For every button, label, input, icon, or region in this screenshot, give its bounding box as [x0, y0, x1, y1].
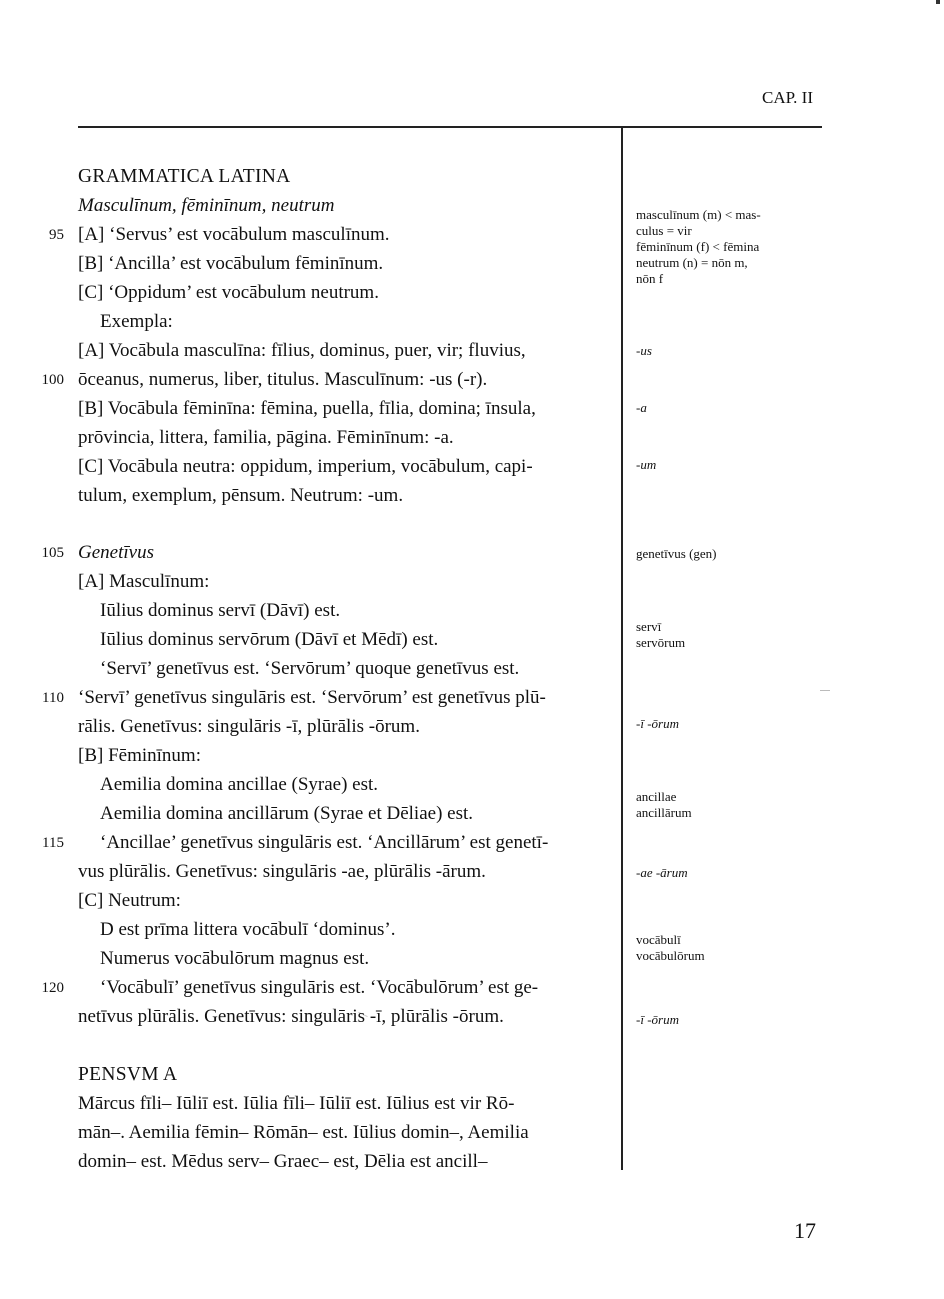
text-line: ‘Servī’ genetīvus est. ‘Servōrum’ quoque genetīvus est. — [100, 658, 520, 679]
page-number: 17 — [794, 1218, 816, 1243]
text-line: mān–. Aemilia fēmin– Rōmān– est. Iūlius domin–, Aemilia — [78, 1122, 529, 1143]
margin-note: -us — [636, 343, 652, 358]
text-line: ‘Vocābulī’ genetīvus singulāris est. ‘Vocābulōrum’ est ge- — [100, 977, 539, 998]
text-line: [A] Vocābula masculīna: fīlius, dominus, puer, vir; fluvius, — [78, 340, 526, 361]
margin-rule — [621, 126, 623, 1170]
text-line: D est prīma littera vocābulī ‘dominus’. — [100, 919, 396, 940]
text-line: Iūlius dominus servī (Dāvī) est. — [100, 600, 341, 621]
margin-note: -ī -ōrum — [636, 716, 679, 731]
text-line: Aemilia domina ancillārum (Syrae et Dēliae) est. — [100, 803, 473, 824]
margin-note: -um — [636, 457, 657, 472]
text-line: domin– est. Mēdus serv– Graec– est, Dēlia est ancill– — [78, 1151, 488, 1172]
section-heading: GRAMMATICA LATINA — [78, 166, 291, 187]
text-line: prōvincia, littera, familia, pāgina. Fēminīnum: -a. — [78, 427, 454, 448]
section-heading: PENSVM A — [78, 1064, 178, 1085]
text-line: netīvus plūrālis. Genetīvus: singulāris -ī, plūrālis -ōrum. — [78, 1006, 504, 1027]
line-number: 105 — [41, 545, 64, 561]
text-line: [A] ‘Servus’ est vocābulum masculīnum. — [78, 224, 390, 245]
text-line: [A] Masculīnum: — [78, 571, 210, 592]
text-line: [C] ‘Oppidum’ est vocābulum neutrum. — [78, 282, 379, 303]
corner-mark — [936, 0, 940, 4]
margin-note: ancillae — [636, 789, 677, 804]
margin-note: culus = vir — [636, 223, 692, 238]
margin-note: nōn f — [636, 271, 664, 286]
text-line: Iūlius dominus servōrum (Dāvī et Mēdī) est. — [100, 629, 439, 650]
text-line: Numerus vocābulōrum magnus est. — [100, 948, 370, 969]
subsection-heading: Genetīvus — [78, 542, 154, 563]
margin-note: ancillārum — [636, 805, 692, 820]
text-line: ‘Ancillae’ genetīvus singulāris est. ‘Ancillārum’ est genetī- — [100, 832, 549, 853]
text-line: [B] Fēminīnum: — [78, 745, 201, 766]
margin-note: -ī -ōrum — [636, 1012, 679, 1027]
line-number: 95 — [49, 227, 64, 243]
line-number: 110 — [42, 690, 64, 706]
margin-note: servī — [636, 619, 662, 634]
text-line: [B] Vocābula fēminīna: fēmina, puella, fīlia, domina; īnsula, — [78, 398, 536, 419]
text-line: [C] Neutrum: — [78, 890, 181, 911]
text-line: [C] Vocābula neutra: oppidum, imperium, vocābulum, capi- — [78, 456, 533, 477]
margin-note: fēminīnum (f) < fēmina — [636, 239, 760, 254]
text-line: ōceanus, numerus, liber, titulus. Masculīnum: -us (-r). — [78, 369, 488, 390]
text-line: Exempla: — [100, 311, 173, 332]
text-line: ‘Servī’ genetīvus singulāris est. ‘Servōrum’ est genetīvus plū- — [78, 687, 546, 708]
text-line: tulum, exemplum, pēnsum. Neutrum: -um. — [78, 485, 404, 506]
margin-note: vocābulōrum — [636, 948, 705, 963]
header-rule — [78, 126, 822, 128]
text-line: rālis. Genetīvus: singulāris -ī, plūrālis -ōrum. — [78, 716, 420, 737]
chapter-label: CAP. II — [762, 88, 814, 107]
text-line: Mārcus fīli– Iūliī est. Iūlia fīli– Iūliī est. Iūlius est vir Rō- — [78, 1093, 515, 1114]
faint-mark — [820, 690, 830, 691]
margin-note: vocābulī — [636, 932, 681, 947]
text-line: vus plūrālis. Genetīvus: singulāris -ae, plūrālis -ārum. — [78, 861, 486, 882]
text-line: Aemilia domina ancillae (Syrae) est. — [100, 774, 379, 795]
margin-note: -ae -ārum — [636, 865, 688, 880]
text-line: [B] ‘Ancilla’ est vocābulum fēminīnum. — [78, 253, 384, 274]
line-number: 100 — [41, 372, 64, 388]
margin-note: genetīvus (gen) — [636, 546, 717, 561]
line-number: 120 — [41, 980, 64, 996]
margin-note: -a — [636, 400, 647, 415]
margin-note: servōrum — [636, 635, 686, 650]
subsection-heading: Masculīnum, fēminīnum, neutrum — [78, 195, 335, 216]
margin-note: neutrum (n) = nōn m, — [636, 255, 748, 270]
line-number: 115 — [42, 835, 64, 851]
margin-note: masculīnum (m) < mas- — [636, 207, 761, 222]
